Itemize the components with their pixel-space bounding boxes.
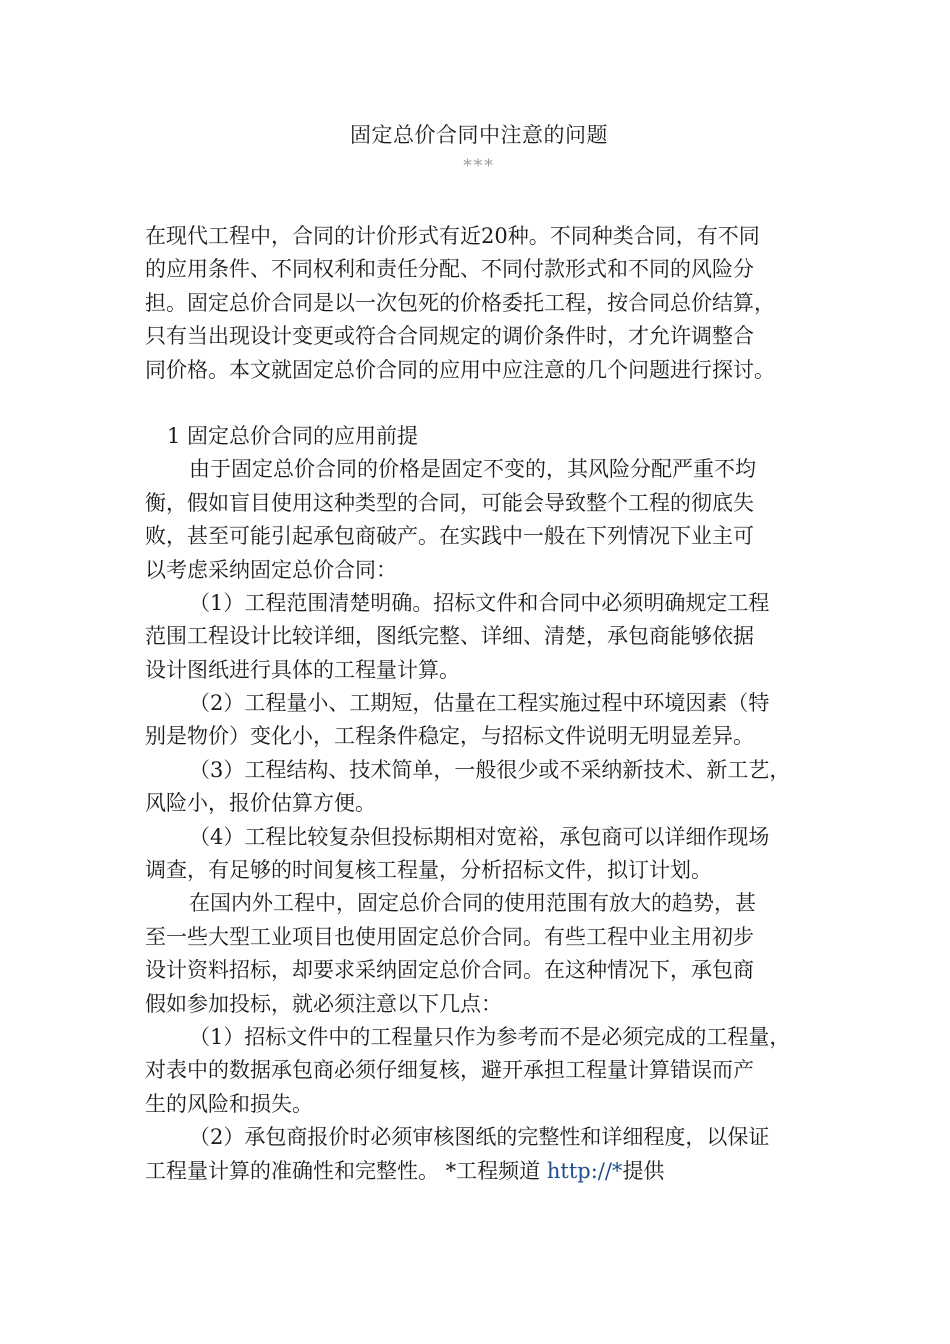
list-item-line: 风险小，报价估算方便。 bbox=[145, 791, 376, 816]
source-link[interactable]: http://* bbox=[546, 1158, 623, 1183]
point-item-1 bbox=[145, 1021, 813, 1121]
paragraph-line: 假如参加投标，就必须注意以下几点： bbox=[145, 991, 502, 1016]
list-item-line: 别是物价）变化小，工程条件稳定，与招标文件说明无明显差异。 bbox=[145, 724, 754, 749]
point-line: 生的风险和损失。 bbox=[145, 1091, 313, 1116]
list-item-line: 调查，有足够的时间复核工程量，分析招标文件，拟订计划。 bbox=[145, 858, 712, 883]
point-line-with-link bbox=[145, 1155, 813, 1188]
list-item-line: （4）工程比较复杂但投标期相对宽裕，承包商可以详细作现场 bbox=[189, 824, 770, 849]
list-item-line: （1）工程范围清楚明确。招标文件和合同中必须明确规定工程 bbox=[189, 590, 770, 615]
list-item-line: 设计图纸进行具体的工程量计算。 bbox=[145, 657, 460, 682]
paragraph-line: 设计资料招标，却要求采纳固定总价合同。在这种情况下，承包商 bbox=[145, 958, 754, 983]
document-page bbox=[145, 118, 813, 1188]
point-item-2 bbox=[145, 1121, 813, 1188]
intro-line: 的应用条件、不同权利和责任分配、不同付款形式和不同的风险分 bbox=[145, 257, 754, 282]
list-item-2 bbox=[145, 687, 813, 754]
paragraph-gap bbox=[145, 387, 813, 420]
list-item-4 bbox=[145, 821, 813, 888]
section-heading: 1 固定总价合同的应用前提 bbox=[167, 423, 419, 448]
paragraph-line: 败，甚至可能引起承包商破产。在实践中一般在下列情况下业主可 bbox=[145, 524, 754, 549]
section-paragraph-1 bbox=[145, 453, 813, 587]
intro-line: 在现代工程中，合同的计价形式有近20种。不同种类合同，有不同 bbox=[145, 224, 760, 248]
intro-paragraph bbox=[145, 220, 813, 387]
point-line: （2）承包商报价时必须审核图纸的完整性和详细程度，以保证 bbox=[189, 1125, 770, 1150]
document-title: 固定总价合同中注意的问题 bbox=[350, 123, 608, 147]
section-paragraph-2 bbox=[145, 887, 813, 1021]
intro-line: 同价格。本文就固定总价合同的应用中应注意的几个问题进行探讨。 bbox=[145, 357, 775, 382]
paragraph-line: 由于固定总价合同的价格是固定不变的，其风险分配严重不均 bbox=[189, 457, 756, 482]
point-line-text: 工程量计算的准确性和完整性。 *工程频道 bbox=[145, 1158, 547, 1183]
intro-line: 只有当出现设计变更或符合合同规定的调价条件时，才允许调整合 bbox=[145, 324, 754, 349]
list-item-3 bbox=[145, 754, 813, 821]
list-item-1 bbox=[145, 587, 813, 687]
point-line: 对表中的数据承包商必须仔细复核，避开承担工程量计算错误而产 bbox=[145, 1058, 754, 1083]
list-item-line: （3）工程结构、技术简单，一般很少或不采纳新技术、新工艺， bbox=[189, 757, 791, 782]
paragraph-line: 衡，假如盲目使用这种类型的合同，可能会导致整个工程的彻底失 bbox=[145, 490, 754, 515]
document-subtitle: *** bbox=[463, 156, 495, 176]
point-line-suffix: 提供 bbox=[622, 1158, 665, 1183]
point-line: （1）招标文件中的工程量只作为参考而不是必须完成的工程量， bbox=[189, 1024, 791, 1049]
paragraph-line: 以考虑采纳固定总价合同： bbox=[145, 557, 397, 582]
paragraph-line: 在国内外工程中，固定总价合同的使用范围有放大的趋势，甚 bbox=[189, 891, 756, 916]
spacer bbox=[145, 180, 813, 220]
list-item-line: 范围工程设计比较详细，图纸完整、详细、清楚，承包商能够依据 bbox=[145, 624, 754, 649]
list-item-line: （2）工程量小、工期短，估量在工程实施过程中环境因素（特 bbox=[189, 691, 770, 716]
paragraph-line: 至一些大型工业项目也使用固定总价合同。有些工程中业主用初步 bbox=[145, 924, 754, 949]
intro-line: 担。固定总价合同是以一次包死的价格委托工程，按合同总价结算， bbox=[145, 290, 775, 315]
